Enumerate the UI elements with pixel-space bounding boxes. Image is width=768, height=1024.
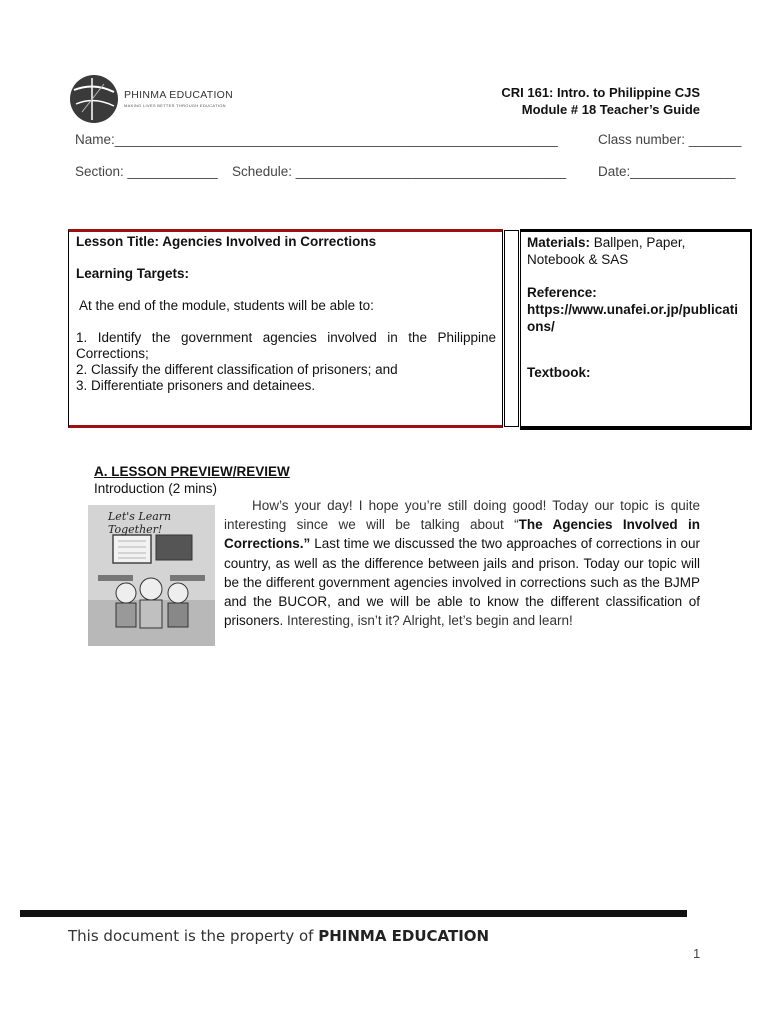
course-title: CRI 161: Intro. to Philippine CJS	[501, 85, 700, 100]
textbook-label: Textbook:	[527, 365, 591, 380]
target-2: 2. Classify the different classification of prisoners; and	[76, 362, 398, 377]
reference-link[interactable]: https://www.unafei.or.jp/publications/	[527, 302, 739, 334]
module-title: Module # 18 Teacher’s Guide	[521, 102, 700, 117]
para-part-1: How’s your day! I hope you’re still doing good! Today our topic is quite interesting since we will be talking about “	[224, 498, 700, 533]
learning-targets-label: Learning Targets:	[76, 266, 190, 281]
reference-label: Reference:	[527, 285, 597, 300]
section-heading: A. LESSON PREVIEW/REVIEW	[94, 464, 290, 479]
class-number-field[interactable]: Class number: _______	[598, 132, 742, 147]
illustration-title: Let's Learn Together!	[108, 510, 172, 536]
logo-tagline: MAKING LIVES BETTER THROUGH EDUCATION	[124, 103, 226, 108]
intro-paragraph	[224, 496, 700, 630]
logo-name: PHINMA EDUCATION	[124, 89, 234, 101]
para-part-2: Last time we discussed the two approaches of corrections in our country, as well as the difference between jails and prison. Today our topic will be the different government agencies involved in corrections such as the BJMP and the BUCOR, and we will be able to know the different classification of prisoners.	[224, 536, 700, 629]
footer-rule	[20, 910, 687, 917]
materials-label: Materials:	[527, 235, 591, 250]
course-header	[501, 84, 700, 118]
name-field[interactable]: Name:___________________________________________________________	[75, 132, 558, 147]
lets-learn-together-illustration	[88, 505, 215, 646]
lesson-content	[76, 234, 496, 394]
schedule-field[interactable]: Schedule: ____________________________________	[232, 164, 567, 179]
page-number: 1	[693, 946, 701, 961]
lesson-title: Lesson Title: Agencies Involved in Corrections	[76, 234, 377, 249]
footer-owner: PHINMA EDUCATION	[318, 927, 490, 945]
box-spacer	[504, 230, 519, 427]
target-3: 3. Differentiate prisoners and detainees.	[76, 378, 316, 393]
targets-intro: At the end of the module, students will be able to:	[79, 298, 374, 313]
footer-text	[68, 927, 489, 945]
footer-prefix: This document is the property of	[68, 927, 319, 945]
target-1: 1. Identify the government agencies involved in the Philippine Corrections;	[76, 330, 496, 361]
date-field[interactable]: Date:______________	[598, 164, 736, 179]
para-bold: The Agencies Involved in Corrections.”	[224, 517, 700, 552]
materials-content	[527, 234, 745, 381]
section-field[interactable]: Section: ____________	[75, 164, 218, 179]
materials-value: Ballpen, Paper, Notebook & SAS	[527, 235, 686, 267]
para-part-3: Interesting, isn’t it? Alright, let’s begin and learn!	[283, 613, 573, 629]
intro-time: Introduction (2 mins)	[94, 481, 218, 496]
